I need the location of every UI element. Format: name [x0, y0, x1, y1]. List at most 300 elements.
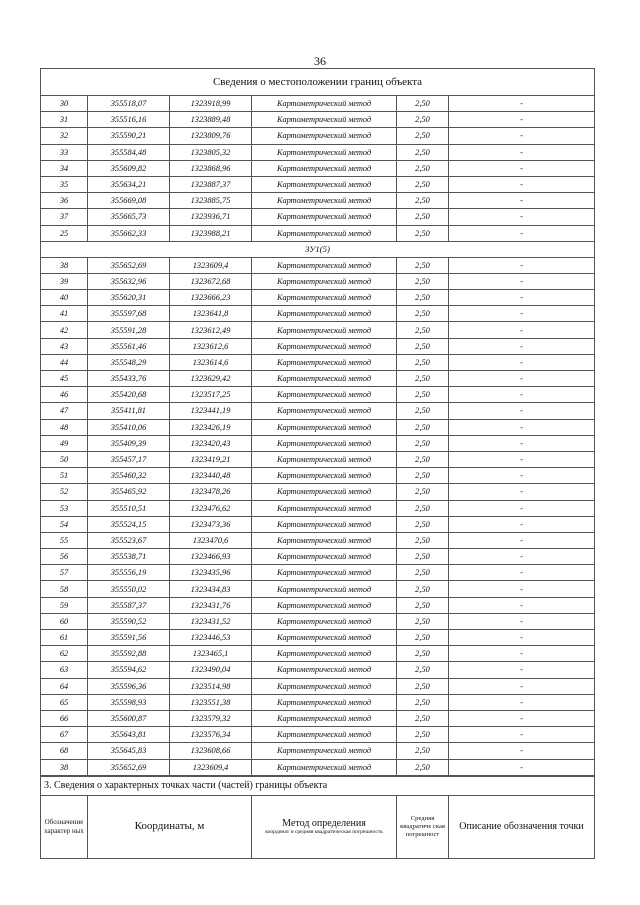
point-number-cell: 54 — [41, 516, 88, 532]
col-designation: Обозначение характер ных — [41, 795, 88, 858]
coord-y-cell: 1323579,32 — [170, 710, 252, 726]
coord-x-cell: 355457,17 — [88, 451, 170, 467]
coord-x-cell: 355600,87 — [88, 710, 170, 726]
point-number-cell: 45 — [41, 371, 88, 387]
accuracy-cell: 2,50 — [397, 613, 449, 629]
description-cell: - — [449, 678, 595, 694]
description-cell: - — [449, 387, 595, 403]
coord-x-cell: 355596,36 — [88, 678, 170, 694]
coord-x-cell: 355524,15 — [88, 516, 170, 532]
accuracy-cell: 2,50 — [397, 144, 449, 160]
accuracy-cell: 2,50 — [397, 403, 449, 419]
col-description: Описание обозначения точки — [449, 795, 595, 858]
accuracy-cell: 2,50 — [397, 500, 449, 516]
table-row — [41, 209, 595, 225]
method-cell: Картометрический метод — [252, 290, 397, 306]
point-number-cell: 61 — [41, 630, 88, 646]
coord-x-cell: 355632,96 — [88, 273, 170, 289]
coord-y-cell: 1323473,36 — [170, 516, 252, 532]
point-number-cell: 59 — [41, 597, 88, 613]
coord-x-cell: 355609,82 — [88, 160, 170, 176]
coord-x-cell: 355523,67 — [88, 532, 170, 548]
point-number-cell: 46 — [41, 387, 88, 403]
accuracy-cell: 2,50 — [397, 549, 449, 565]
method-cell: Картометрический метод — [252, 532, 397, 548]
coord-y-cell: 1323868,96 — [170, 160, 252, 176]
coord-x-cell: 355652,69 — [88, 759, 170, 775]
coord-x-cell: 355620,31 — [88, 290, 170, 306]
point-number-cell: 35 — [41, 176, 88, 192]
table-row — [41, 678, 595, 694]
method-cell: Картометрический метод — [252, 209, 397, 225]
accuracy-cell: 2,50 — [397, 727, 449, 743]
description-cell: - — [449, 451, 595, 467]
point-number-cell: 50 — [41, 451, 88, 467]
method-cell: Картометрический метод — [252, 144, 397, 160]
coord-x-cell: 355594,62 — [88, 662, 170, 678]
description-cell: - — [449, 112, 595, 128]
description-cell: - — [449, 257, 595, 273]
point-number-cell: 63 — [41, 662, 88, 678]
coord-x-cell: 355645,83 — [88, 743, 170, 759]
coord-x-cell: 355652,69 — [88, 257, 170, 273]
table-row — [41, 565, 595, 581]
coord-y-cell: 1323614,6 — [170, 354, 252, 370]
accuracy-cell: 2,50 — [397, 484, 449, 500]
point-number-cell: 42 — [41, 322, 88, 338]
point-number-cell: 56 — [41, 549, 88, 565]
table-row — [41, 144, 595, 160]
point-number-cell: 62 — [41, 646, 88, 662]
point-number-cell: 33 — [41, 144, 88, 160]
section3-column-headers — [41, 795, 595, 858]
description-cell: - — [449, 662, 595, 678]
accuracy-cell: 2,50 — [397, 678, 449, 694]
coord-y-cell: 1323612,49 — [170, 322, 252, 338]
description-cell: - — [449, 225, 595, 241]
point-number-cell: 30 — [41, 96, 88, 112]
coord-y-cell: 1323576,34 — [170, 727, 252, 743]
method-cell: Картометрический метод — [252, 176, 397, 192]
accuracy-cell: 2,50 — [397, 565, 449, 581]
method-cell: Картометрический метод — [252, 451, 397, 467]
description-cell: - — [449, 419, 595, 435]
description-cell: - — [449, 371, 595, 387]
coord-x-cell: 355460,32 — [88, 468, 170, 484]
coord-y-cell: 1323440,48 — [170, 468, 252, 484]
coord-x-cell: 355410,06 — [88, 419, 170, 435]
table-row — [41, 451, 595, 467]
point-number-cell: 43 — [41, 338, 88, 354]
col-method — [252, 795, 397, 858]
coord-y-cell: 1323476,62 — [170, 500, 252, 516]
method-cell: Картометрический метод — [252, 306, 397, 322]
point-number-cell: 51 — [41, 468, 88, 484]
coord-y-cell: 1323889,48 — [170, 112, 252, 128]
col-method-sub: координат и средняя квадратическая погрешность — [265, 828, 383, 835]
table-row — [41, 597, 595, 613]
col-method-label: Метод определения — [282, 817, 366, 829]
point-number-cell: 53 — [41, 500, 88, 516]
accuracy-cell: 2,50 — [397, 96, 449, 112]
description-cell: - — [449, 630, 595, 646]
accuracy-cell: 2,50 — [397, 581, 449, 597]
table-row — [41, 581, 595, 597]
description-cell: - — [449, 549, 595, 565]
point-number-cell: 39 — [41, 273, 88, 289]
description-cell: - — [449, 160, 595, 176]
section3-title-row — [41, 776, 595, 795]
table-row — [41, 257, 595, 273]
table-row — [41, 435, 595, 451]
description-cell: - — [449, 322, 595, 338]
table-row — [41, 322, 595, 338]
coord-x-cell: 355591,56 — [88, 630, 170, 646]
point-number-cell: 34 — [41, 160, 88, 176]
coord-y-cell: 1323609,4 — [170, 257, 252, 273]
coord-y-cell: 1323466,93 — [170, 549, 252, 565]
coord-y-cell: 1323608,66 — [170, 743, 252, 759]
method-cell: Картометрический метод — [252, 468, 397, 484]
table-row — [41, 403, 595, 419]
method-cell: Картометрический метод — [252, 646, 397, 662]
coord-x-cell: 355587,37 — [88, 597, 170, 613]
accuracy-cell: 2,50 — [397, 387, 449, 403]
point-number-cell: 58 — [41, 581, 88, 597]
accuracy-cell: 2,50 — [397, 338, 449, 354]
description-cell: - — [449, 565, 595, 581]
coord-x-cell: 355590,52 — [88, 613, 170, 629]
coord-y-cell: 1323885,75 — [170, 193, 252, 209]
point-number-cell: 57 — [41, 565, 88, 581]
method-cell: Картометрический метод — [252, 581, 397, 597]
coord-x-cell: 355584,48 — [88, 144, 170, 160]
coord-y-cell: 1323465,1 — [170, 646, 252, 662]
accuracy-cell: 2,50 — [397, 451, 449, 467]
method-cell: Картометрический метод — [252, 160, 397, 176]
accuracy-cell: 2,50 — [397, 354, 449, 370]
accuracy-cell: 2,50 — [397, 419, 449, 435]
method-cell: Картометрический метод — [252, 500, 397, 516]
description-cell: - — [449, 403, 595, 419]
table-row — [41, 225, 595, 241]
coord-y-cell: 1323419,21 — [170, 451, 252, 467]
section3-table — [40, 776, 595, 859]
table-row — [41, 759, 595, 775]
method-cell: Картометрический метод — [252, 694, 397, 710]
method-cell: Картометрический метод — [252, 371, 397, 387]
coord-x-cell: 355634,21 — [88, 176, 170, 192]
table-row — [41, 338, 595, 354]
method-cell: Картометрический метод — [252, 419, 397, 435]
description-cell: - — [449, 338, 595, 354]
table-row — [41, 484, 595, 500]
coord-x-cell: 355662,33 — [88, 225, 170, 241]
table-row — [41, 516, 595, 532]
description-cell: - — [449, 694, 595, 710]
method-cell: Картометрический метод — [252, 257, 397, 273]
coord-x-cell: 355516,16 — [88, 112, 170, 128]
table-header-title: Сведения о местоположении границ объекта — [41, 69, 595, 96]
description-cell: - — [449, 468, 595, 484]
description-cell: - — [449, 273, 595, 289]
coord-y-cell: 1323887,37 — [170, 176, 252, 192]
point-number-cell: 32 — [41, 128, 88, 144]
coord-y-cell: 1323988,21 — [170, 225, 252, 241]
coord-y-cell: 1323478,26 — [170, 484, 252, 500]
description-cell: - — [449, 209, 595, 225]
point-number-cell: 44 — [41, 354, 88, 370]
accuracy-cell: 2,50 — [397, 225, 449, 241]
description-cell: - — [449, 759, 595, 775]
section3-title: 3. Сведения о характерных точках части (частей) границы объекта — [41, 776, 595, 795]
method-cell: Картометрический метод — [252, 727, 397, 743]
description-cell: - — [449, 613, 595, 629]
table-header-row — [41, 69, 595, 96]
coord-x-cell: 355465,92 — [88, 484, 170, 500]
coord-y-cell: 1323609,4 — [170, 759, 252, 775]
description-cell: - — [449, 193, 595, 209]
method-cell: Картометрический метод — [252, 403, 397, 419]
method-cell: Картометрический метод — [252, 549, 397, 565]
table-row — [41, 646, 595, 662]
accuracy-cell: 2,50 — [397, 306, 449, 322]
coord-y-cell: 1323641,8 — [170, 306, 252, 322]
table-row — [41, 96, 595, 112]
point-number-cell: 36 — [41, 193, 88, 209]
table-row — [41, 306, 595, 322]
method-cell: Картометрический метод — [252, 387, 397, 403]
description-cell: - — [449, 144, 595, 160]
table-row — [41, 419, 595, 435]
accuracy-cell: 2,50 — [397, 273, 449, 289]
method-cell: Картометрический метод — [252, 96, 397, 112]
accuracy-cell: 2,50 — [397, 646, 449, 662]
table-row — [41, 710, 595, 726]
method-cell: Картометрический метод — [252, 743, 397, 759]
point-number-cell: 65 — [41, 694, 88, 710]
accuracy-cell: 2,50 — [397, 435, 449, 451]
subsection-row — [41, 241, 595, 257]
coord-x-cell: 355590,21 — [88, 128, 170, 144]
coord-y-cell: 1323629,42 — [170, 371, 252, 387]
coord-y-cell: 1323446,53 — [170, 630, 252, 646]
boundary-points-table — [40, 68, 595, 776]
point-number-cell: 41 — [41, 306, 88, 322]
method-cell: Картометрический метод — [252, 225, 397, 241]
accuracy-cell: 2,50 — [397, 160, 449, 176]
accuracy-cell: 2,50 — [397, 759, 449, 775]
table-row — [41, 290, 595, 306]
accuracy-cell: 2,50 — [397, 597, 449, 613]
coord-x-cell: 355411,81 — [88, 403, 170, 419]
point-number-cell: 49 — [41, 435, 88, 451]
coord-y-cell: 1323431,76 — [170, 597, 252, 613]
table-row — [41, 662, 595, 678]
point-number-cell: 60 — [41, 613, 88, 629]
point-number-cell: 31 — [41, 112, 88, 128]
coord-y-cell: 1323551,38 — [170, 694, 252, 710]
accuracy-cell: 2,50 — [397, 662, 449, 678]
table-row — [41, 468, 595, 484]
boundary-table-sheet — [40, 68, 594, 859]
coord-y-cell: 1323672,68 — [170, 273, 252, 289]
table-row — [41, 694, 595, 710]
description-cell: - — [449, 176, 595, 192]
table-row — [41, 549, 595, 565]
method-cell: Картометрический метод — [252, 597, 397, 613]
description-cell: - — [449, 727, 595, 743]
method-cell: Картометрический метод — [252, 338, 397, 354]
coord-x-cell: 355550,02 — [88, 581, 170, 597]
coord-y-cell: 1323517,25 — [170, 387, 252, 403]
accuracy-cell: 2,50 — [397, 112, 449, 128]
coord-y-cell: 1323490,04 — [170, 662, 252, 678]
accuracy-cell: 2,50 — [397, 371, 449, 387]
table-row — [41, 112, 595, 128]
coord-y-cell: 1323426,19 — [170, 419, 252, 435]
table-row — [41, 743, 595, 759]
accuracy-cell: 2,50 — [397, 257, 449, 273]
accuracy-cell: 2,50 — [397, 532, 449, 548]
table-row — [41, 371, 595, 387]
method-cell: Картометрический метод — [252, 322, 397, 338]
method-cell: Картометрический метод — [252, 613, 397, 629]
coord-x-cell: 355409,39 — [88, 435, 170, 451]
description-cell: - — [449, 532, 595, 548]
coord-x-cell: 355669,08 — [88, 193, 170, 209]
coord-x-cell: 355592,88 — [88, 646, 170, 662]
method-cell: Картометрический метод — [252, 484, 397, 500]
point-number-cell: 55 — [41, 532, 88, 548]
coord-y-cell: 1323431,52 — [170, 613, 252, 629]
point-number-cell: 38 — [41, 257, 88, 273]
col-accuracy: Средняя квадратиче ская погрешност — [397, 795, 449, 858]
point-number-cell: 48 — [41, 419, 88, 435]
method-cell: Картометрический метод — [252, 516, 397, 532]
point-number-cell: 67 — [41, 727, 88, 743]
accuracy-cell: 2,50 — [397, 516, 449, 532]
point-number-cell: 25 — [41, 225, 88, 241]
coord-x-cell: 355433,76 — [88, 371, 170, 387]
method-cell: Картометрический метод — [252, 662, 397, 678]
coord-x-cell: 355510,51 — [88, 500, 170, 516]
description-cell: - — [449, 354, 595, 370]
accuracy-cell: 2,50 — [397, 743, 449, 759]
coord-x-cell: 355561,46 — [88, 338, 170, 354]
accuracy-cell: 2,50 — [397, 468, 449, 484]
coord-y-cell: 1323470,6 — [170, 532, 252, 548]
table-row — [41, 387, 595, 403]
description-cell: - — [449, 128, 595, 144]
coord-y-cell: 1323918,99 — [170, 96, 252, 112]
table-row — [41, 176, 595, 192]
method-cell: Картометрический метод — [252, 273, 397, 289]
table-row — [41, 193, 595, 209]
description-cell: - — [449, 646, 595, 662]
description-cell: - — [449, 96, 595, 112]
table-row — [41, 354, 595, 370]
method-cell: Картометрический метод — [252, 710, 397, 726]
accuracy-cell: 2,50 — [397, 630, 449, 646]
coord-y-cell: 1323514,98 — [170, 678, 252, 694]
method-cell: Картометрический метод — [252, 759, 397, 775]
table-row — [41, 630, 595, 646]
coord-y-cell: 1323434,83 — [170, 581, 252, 597]
coord-x-cell: 355538,71 — [88, 549, 170, 565]
description-cell: - — [449, 435, 595, 451]
method-cell: Картометрический метод — [252, 630, 397, 646]
point-number-cell: 40 — [41, 290, 88, 306]
accuracy-cell: 2,50 — [397, 176, 449, 192]
description-cell: - — [449, 290, 595, 306]
coord-x-cell: 355597,68 — [88, 306, 170, 322]
coord-y-cell: 1323441,19 — [170, 403, 252, 419]
point-number-cell: 52 — [41, 484, 88, 500]
coord-x-cell: 355518,07 — [88, 96, 170, 112]
accuracy-cell: 2,50 — [397, 694, 449, 710]
coord-x-cell: 355665,73 — [88, 209, 170, 225]
coord-x-cell: 355548,29 — [88, 354, 170, 370]
coord-x-cell: 355643,81 — [88, 727, 170, 743]
accuracy-cell: 2,50 — [397, 322, 449, 338]
coord-y-cell: 1323420,43 — [170, 435, 252, 451]
method-cell: Картометрический метод — [252, 354, 397, 370]
coord-y-cell: 1323809,76 — [170, 128, 252, 144]
subsection-title: ЗУ1(5) — [41, 241, 595, 257]
coord-x-cell: 355591,28 — [88, 322, 170, 338]
method-cell: Картометрический метод — [252, 193, 397, 209]
table-row — [41, 613, 595, 629]
page-number: 36 — [314, 54, 326, 68]
col-coordinates: Координаты, м — [88, 795, 252, 858]
coord-y-cell: 1323936,71 — [170, 209, 252, 225]
description-cell: - — [449, 743, 595, 759]
accuracy-cell: 2,50 — [397, 290, 449, 306]
coord-x-cell: 355420,68 — [88, 387, 170, 403]
table-row — [41, 500, 595, 516]
description-cell: - — [449, 581, 595, 597]
description-cell: - — [449, 500, 595, 516]
accuracy-cell: 2,50 — [397, 193, 449, 209]
coord-y-cell: 1323666,23 — [170, 290, 252, 306]
table-row — [41, 128, 595, 144]
accuracy-cell: 2,50 — [397, 209, 449, 225]
point-number-cell: 38 — [41, 759, 88, 775]
table-row — [41, 727, 595, 743]
table-row — [41, 160, 595, 176]
point-number-cell: 68 — [41, 743, 88, 759]
coord-x-cell: 355556,19 — [88, 565, 170, 581]
point-number-cell: 37 — [41, 209, 88, 225]
description-cell: - — [449, 484, 595, 500]
description-cell: - — [449, 306, 595, 322]
table-row — [41, 273, 595, 289]
point-number-cell: 64 — [41, 678, 88, 694]
accuracy-cell: 2,50 — [397, 710, 449, 726]
description-cell: - — [449, 597, 595, 613]
point-number-cell: 47 — [41, 403, 88, 419]
method-cell: Картометрический метод — [252, 112, 397, 128]
description-cell: - — [449, 710, 595, 726]
method-cell: Картометрический метод — [252, 565, 397, 581]
coord-y-cell: 1323805,32 — [170, 144, 252, 160]
method-cell: Картометрический метод — [252, 435, 397, 451]
description-cell: - — [449, 516, 595, 532]
method-cell: Картометрический метод — [252, 678, 397, 694]
table-row — [41, 532, 595, 548]
accuracy-cell: 2,50 — [397, 128, 449, 144]
